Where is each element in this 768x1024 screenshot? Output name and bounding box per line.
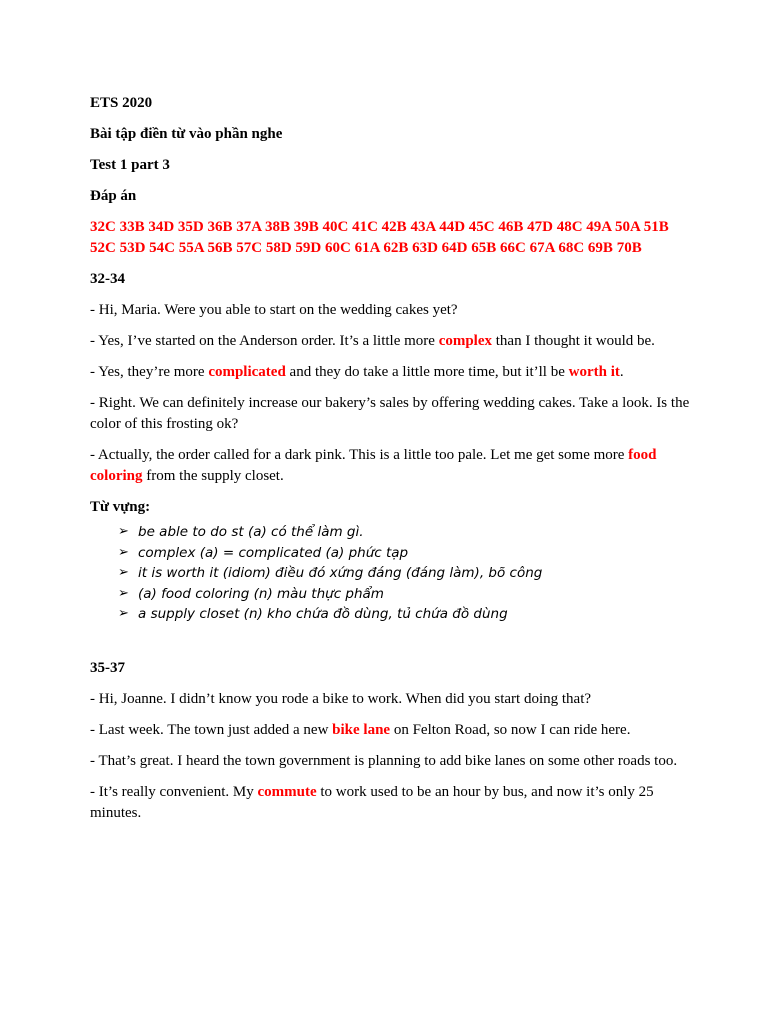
arrow-bullet-icon: ➢: [118, 565, 129, 580]
doc-subtitle: Bài tập điền từ vào phần nghe: [90, 126, 283, 142]
line-text: - Actually, the order called for a dark pink. This is a little too pale. Let me get some more: [90, 447, 629, 463]
arrow-bullet-icon: ➢: [118, 544, 129, 560]
line-text: on Felton Road, so now I can ride here.: [390, 721, 631, 738]
dialogue-line: [90, 720, 690, 741]
section-heading-35-37: 35-37: [90, 659, 125, 676]
test-label: Test 1 part 3: [90, 157, 170, 173]
line-text: from the supply closet.: [142, 468, 284, 484]
vocab-item: [118, 584, 690, 605]
keyword-complex: complex: [438, 333, 493, 349]
line-text: than I thought it would be.: [492, 333, 655, 349]
spacer: [90, 625, 690, 658]
line-text: .: [619, 364, 624, 380]
dialogue-line: - Hi, Maria. Were you able to start on the wedding cakes yet?: [90, 302, 458, 318]
vocab-item: [118, 522, 690, 543]
vocab-heading: Từ vựng:: [90, 499, 151, 515]
line-text: and they do take a little more time, but it’ll be: [285, 364, 569, 380]
arrow-bullet-icon: ➢: [118, 585, 129, 601]
dialogue-line: - That’s great. I heard the town government is planning to add bike lanes on some other roads too.: [90, 752, 678, 769]
vocab-item: [118, 543, 690, 564]
answer-heading: Đáp án: [90, 188, 137, 204]
keyword-complicated: complicated: [208, 364, 286, 380]
dialogue-line: - Hi, Joanne. I didn’t know you rode a bike to work. When did you start doing that?: [90, 690, 592, 707]
dialogue-line: [90, 782, 690, 824]
vocab-item: [118, 563, 690, 584]
keyword-commute: commute: [257, 783, 317, 800]
document-content: [90, 93, 690, 834]
keyword-food-coloring: food coloring: [90, 447, 657, 484]
arrow-bullet-icon: ➢: [118, 524, 129, 539]
dialogue-line: [90, 362, 690, 383]
vocab-list: [118, 522, 690, 625]
dialogue-line: - Right. We can definitely increase our bakery’s sales by offering wedding cakes. Take a look. Is the color of this frosting ok?: [90, 395, 690, 432]
line-text: to work used to be an hour by bus, and now it’s only 25 minutes.: [90, 783, 654, 821]
dialogue-line: [90, 445, 690, 487]
vocab-text: be able to do st (a) có thể làm gì.: [138, 524, 364, 540]
keyword-bike-lane: bike lane: [332, 721, 391, 738]
answer-key: 32C 33B 34D 35D 36B 37A 38B 39B 40C 41C 42B 43A 44D 45C 46B 47D 48C 49A 50A 51B 52C 53D 54C 55A 56B 57C 58D 59D 60C 61A 62B 63D 64D 65B 66C 67A 68C 69B 70B: [90, 219, 669, 256]
vocab-text: (a) food coloring (n) màu thực phẩm: [138, 585, 384, 602]
doc-title: ETS 2020: [90, 95, 153, 111]
line-text: - Yes, they’re more: [90, 364, 209, 380]
vocab-text: complex (a) = complicated (a) phức tạp: [138, 544, 409, 561]
section-heading-32-34: 32-34: [90, 271, 125, 287]
line-text: - Yes, I’ve started on the Anderson order. It’s a little more: [90, 333, 439, 349]
arrow-bullet-icon: ➢: [118, 606, 129, 621]
keyword-worth-it: worth it: [568, 364, 620, 380]
dialogue-line: [90, 331, 690, 352]
line-text: - It’s really convenient. My: [90, 783, 258, 800]
vocab-text: a supply closet (n) kho chứa đồ dùng, tủ chứa đồ dùng: [138, 606, 508, 622]
line-text: - Last week. The town just added a new: [90, 721, 333, 738]
vocab-item: [118, 604, 690, 625]
vocab-text: it is worth it (idiom) điều đó xứng đáng (đáng làm), bõ công: [138, 565, 543, 581]
